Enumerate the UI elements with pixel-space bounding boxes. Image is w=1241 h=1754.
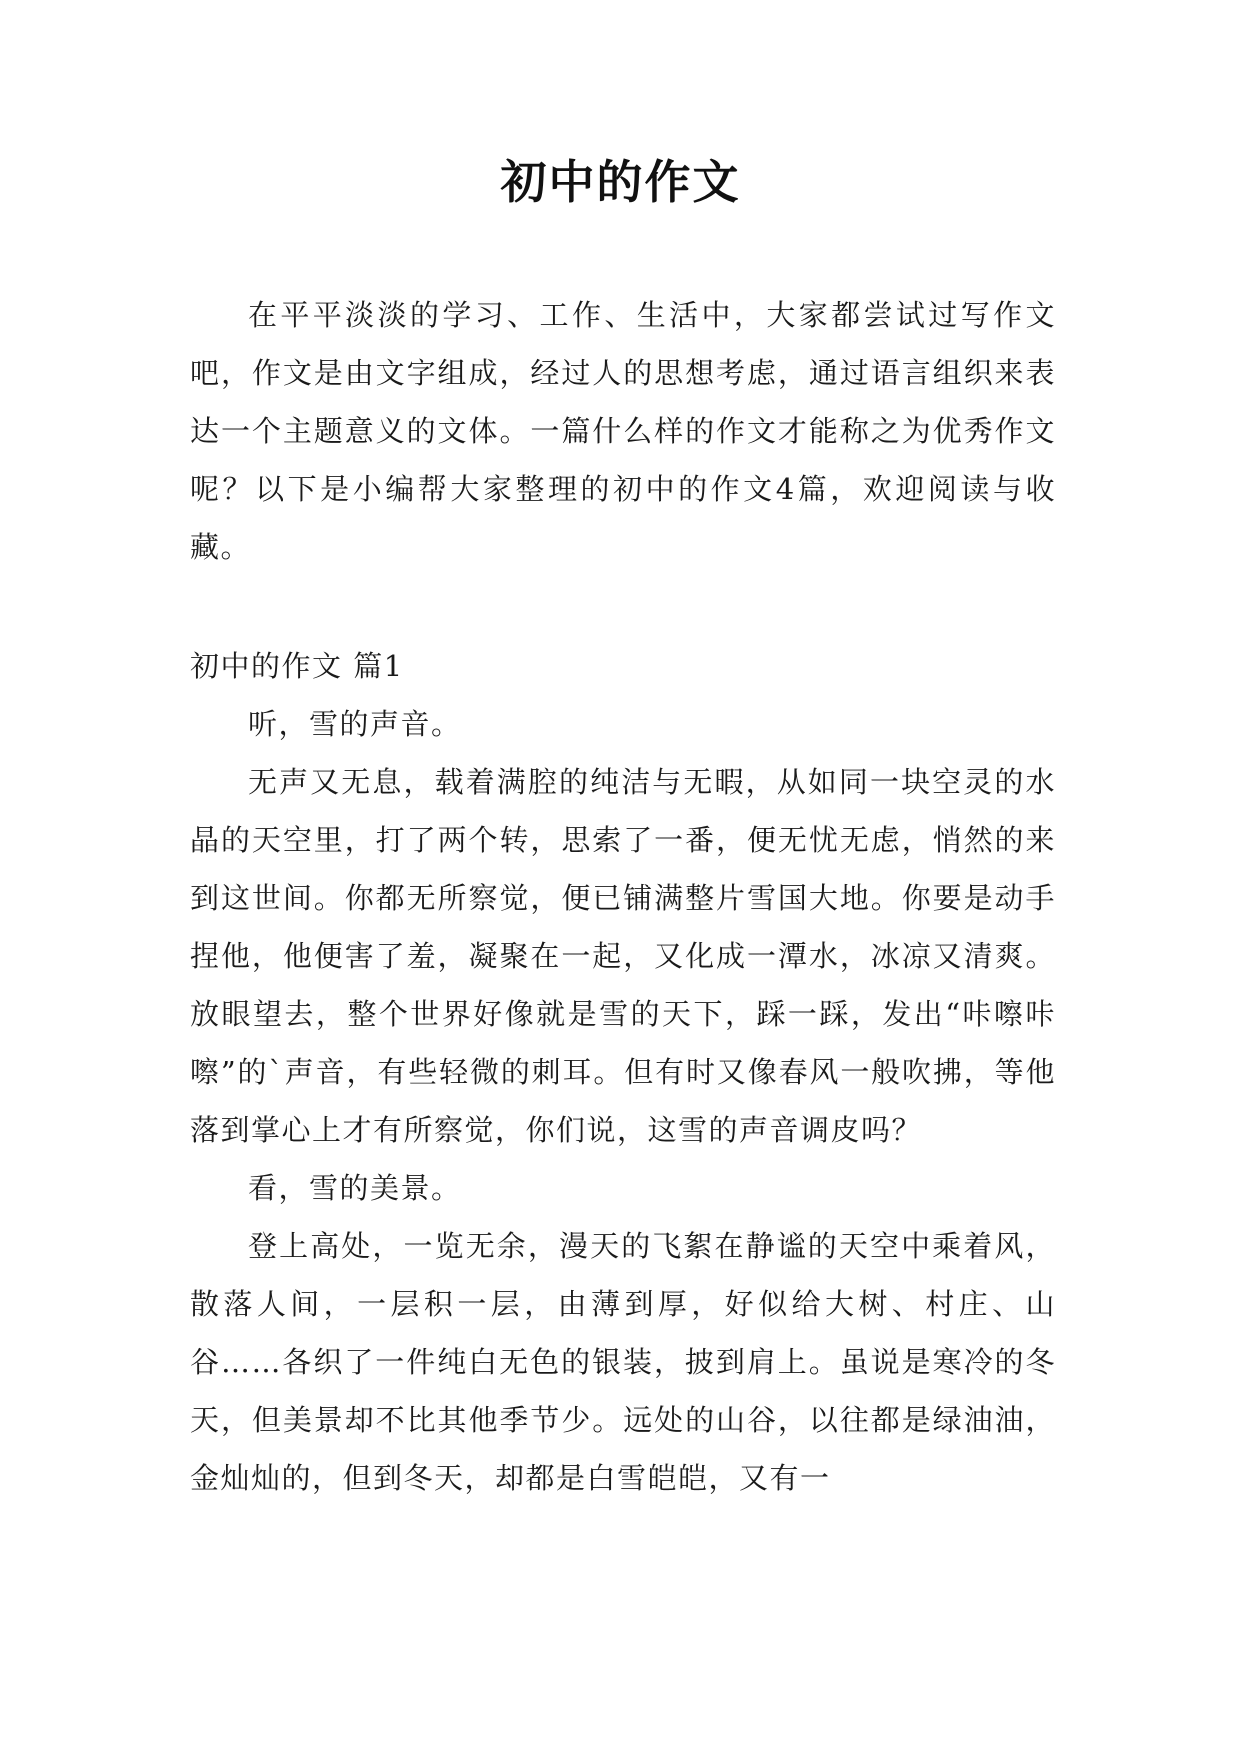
document-title: 初中的作文 bbox=[500, 155, 741, 209]
section-paragraph: 登上高处，一览无余，漫天的飞絮在静谧的天空中乘着风，散落人间，一层积一层，由薄到厚，好似给大树、村庄、山谷……各织了一件纯白无色的银装，披到肩上。虽说是寒冷的冬天，但美景却不比其他季节少。远处的山谷，以往都是绿油油，金灿灿的，但到冬天，却都是白雪皑皑，又有一 bbox=[190, 1229, 1056, 1495]
intro-paragraph: 在平平淡淡的学习、工作、生活中，大家都尝试过写作文吧，作文是由文字组成，经过人的思想考虑，通过语言组织来表达一个主题意义的文体。一篇什么样的作文才能称之为优秀作文呢？以下是小编帮大家整理的初中的作文4篇，欢迎阅读与收藏。 bbox=[190, 298, 1056, 564]
section-paragraph: 看，雪的美景。 bbox=[248, 1171, 462, 1205]
section-body bbox=[190, 695, 1056, 1507]
section-paragraph: 无声又无息，载着满腔的纯洁与无暇，从如同一块空灵的水晶的天空里，打了两个转，思索了一番，便无忧无虑，悄然的来到这世间。你都无所察觉，便已铺满整片雪国大地。你要是动手捏他，他便害了羞，凝聚在一起，又化成一潭水，冰凉又清爽。放眼望去，整个世界好像就是雪的天下，踩一踩，发出“咔嚓咔嚓”的`声音，有些轻微的刺耳。但有时又像春风一般吹拂，等他落到掌心上才有所察觉，你们说，这雪的声音调皮吗？ bbox=[190, 765, 1056, 1147]
section-heading: 初中的作文 篇1 bbox=[190, 649, 404, 683]
section-paragraph: 听，雪的声音。 bbox=[248, 707, 462, 741]
intro-block bbox=[190, 286, 1056, 576]
